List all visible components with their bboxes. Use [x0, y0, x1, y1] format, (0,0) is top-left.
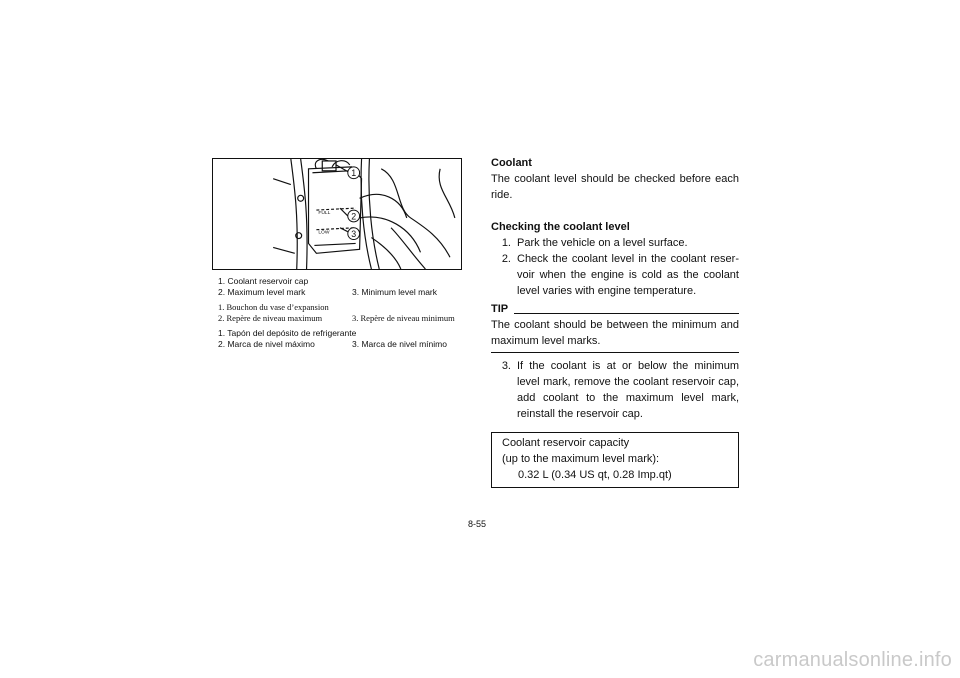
- caption-es-2: 2. Marca de nivel máximo: [218, 339, 315, 349]
- spec-line-1: Coolant reservoir capacity: [502, 437, 630, 449]
- step-3-number: 3.: [501, 360, 511, 372]
- intro-paragraph: The coolant level should be checked before each ride.: [491, 173, 739, 201]
- low-mark-label: LOW: [318, 230, 330, 236]
- caption-en-1: 1. Coolant reservoir cap: [218, 276, 309, 286]
- tip-header: [491, 301, 739, 317]
- caption-fr-3: 3. Repère de niveau minimum: [352, 313, 455, 323]
- step-3-text: If the coolant is at or below the minimum level mark, remove the coolant reservoir cap, add coolant to the maximum level mark, reinstall the reservoir cap.: [517, 360, 739, 420]
- callout-2: 2: [351, 211, 357, 222]
- spec-line-3: 0.32 L (0.34 US qt, 0.28 Imp.qt): [518, 469, 672, 481]
- watermark: carmanualsonline.info: [753, 649, 952, 671]
- coolant-reservoir-figure: [212, 158, 462, 270]
- page-number: 8-55: [468, 519, 487, 529]
- tip-label: TIP: [491, 303, 509, 315]
- caption-fr-1: 1. Bouchon du vase d’expansion: [218, 302, 329, 312]
- caption-es-3: 3. Marca de nivel mínimo: [352, 339, 447, 349]
- subsection-title: Checking the coolant level: [491, 221, 630, 233]
- section-title: Coolant: [491, 157, 532, 169]
- tip-text: The coolant should be between the minimum and maximum level marks.: [491, 319, 739, 347]
- step-1-number: 1.: [501, 237, 511, 249]
- caption-french: [218, 302, 478, 324]
- step-1: [495, 235, 739, 251]
- callout-3: 3: [351, 229, 357, 240]
- figure-captions: [218, 276, 478, 354]
- capacity-spec-box: [491, 432, 739, 488]
- step-2: [495, 251, 739, 299]
- caption-en-2: 2. Maximum level mark: [218, 287, 306, 297]
- spec-line-2: (up to the maximum level mark):: [502, 453, 660, 465]
- step-3: [495, 358, 739, 422]
- step-2-number: 2.: [501, 253, 511, 265]
- step-2-text: Check the coolant level in the coolant reser-voir when the engine is cold as the coolant level varies with engine temperature.: [517, 253, 739, 297]
- tip-divider: [491, 352, 739, 353]
- step-1-text: Park the vehicle on a level surface.: [517, 237, 688, 249]
- instructions-column: [491, 155, 739, 488]
- full-mark-label: FULL: [318, 211, 331, 216]
- caption-es-1: 1. Tapón del depósito de refrigerante: [218, 328, 357, 338]
- caption-spanish: [218, 328, 478, 350]
- callout-1: 1: [351, 168, 357, 179]
- reservoir-illustration: [213, 159, 461, 269]
- caption-en-3: 3. Minimum level mark: [352, 287, 438, 297]
- caption-english: [218, 276, 478, 298]
- caption-fr-2: 2. Repère de niveau maximum: [218, 313, 323, 323]
